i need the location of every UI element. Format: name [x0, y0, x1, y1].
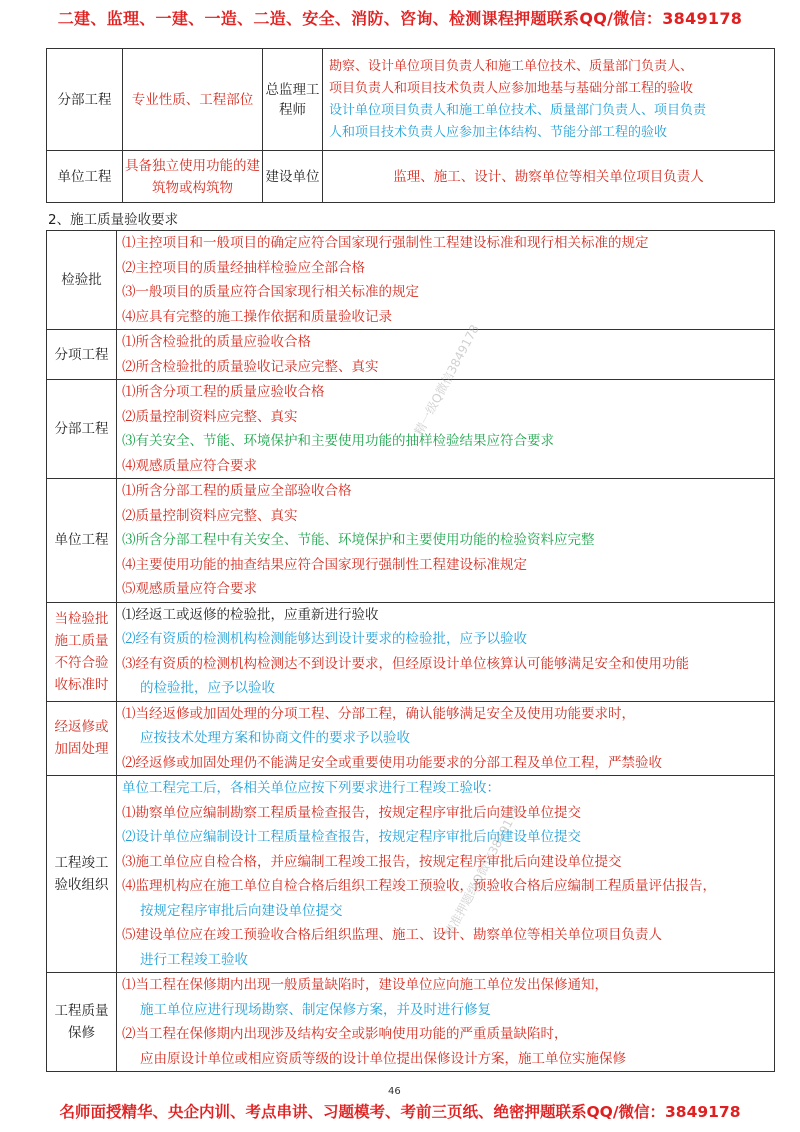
row-content [117, 973, 775, 1072]
row-content [117, 602, 775, 701]
row-label: 检验批 [47, 231, 117, 330]
header-banner: 二建、监理、一建、一造、二造、安全、消防、咨询、检测课程押题联系QQ/微信：3849178 [57, 9, 743, 28]
content-line: 应由原设计单位或相应资质等级的设计单位提出保修设计方案，施工单位实施保修 [140, 1050, 626, 1067]
page-number: 46 [388, 1086, 401, 1097]
organizer-cell: 建设单位 [263, 151, 323, 203]
row-label: 当检验批施工质量不符合验收标准时 [47, 602, 117, 701]
table-row [47, 49, 775, 151]
row-content [117, 231, 775, 330]
acceptance-organization-table [46, 48, 775, 203]
content-line: ⑴所含分项工程的质量应验收合格 [122, 384, 325, 400]
content-line: ⑵质量控制资料应完整、真实 [122, 507, 298, 524]
participants-cell [323, 49, 775, 151]
quality-acceptance-table [46, 230, 775, 1072]
row-content [117, 330, 775, 380]
content-line: 单位工程完工后，各相关单位应按下列要求进行工程竣工验收： [122, 780, 500, 796]
criteria-cell: 具备独立使用功能的建筑物或构筑物 [123, 151, 263, 203]
content-line: ⑴当工程在保修期内出现一般质量缺陷时，建设单位应向施工单位发出保修通知， [122, 977, 608, 993]
participants-line: 人和项目技术负责人应参加主体结构、节能分部工程的验收 [329, 124, 668, 140]
watermark-text: 精准押题级Q微信3849178 [441, 803, 524, 940]
participants-line: 勘察、设计单位项目负责人和施工单位技术、质量部门负责人、 [329, 58, 694, 74]
participants-line: 设计单位项目负责人和施工单位技术、质量部门负责人、项目负责 [329, 102, 707, 118]
participants-cell: 监理、施工、设计、勘察单位等相关单位项目负责人 [323, 151, 775, 203]
content-line: ⑵设计单位应编制设计工程质量检查报告，按规定程序审批后向建设单位提交 [122, 829, 581, 845]
content-line: ⑷监理机构应在施工单位自检合格后组织工程竣工预验收，预验收合格后应编制工程质量评估报告， [122, 878, 716, 894]
footer-banner: 名师面授精华、央企内训、考点串讲、习题模考、考前三页纸、绝密押题联系QQ/微信：3849178 [59, 1103, 741, 1121]
table-row [47, 973, 775, 1072]
content-line: ⑷观感质量应符合要求 [122, 457, 257, 474]
content-line: ⑵经有资质的检测机构检测能够达到设计要求的检验批，应予以验收 [122, 631, 527, 647]
content-line: ⑴主控项目和一般项目的确定应符合国家现行强制性工程建设标准和现行相关标准的规定 [122, 235, 649, 251]
table-row [47, 330, 775, 380]
section-title: 2、施工质量验收要求 [48, 212, 179, 228]
row-label: 经返修或加固处理 [47, 701, 117, 776]
content-line: ⑶有关安全、节能、环境保护和主要使用功能的抽样检验结果应符合要求 [122, 433, 554, 449]
content-line: ⑴所含检验批的质量应验收合格 [122, 334, 311, 350]
content-line: ⑵所含检验批的质量验收记录应完整、真实 [122, 358, 379, 375]
project-cell: 单位工程 [47, 151, 123, 203]
content-line: ⑷主要使用功能的抽查结果应符合国家现行强制性工程建设标准规定 [122, 556, 527, 573]
content-line: ⑵质量控制资料应完整、真实 [122, 408, 298, 425]
row-label: 工程质量保修 [47, 973, 117, 1072]
table-row [47, 380, 775, 479]
watermark-text: 精一级Q微信3849178 [411, 322, 482, 438]
table-row [47, 479, 775, 603]
content-line: ⑸建设单位应在竣工预验收合格后组织监理、施工、设计、勘察单位等相关单位项目负责人 [122, 927, 662, 943]
row-label: 工程竣工验收组织 [47, 776, 117, 973]
content-line: 进行工程竣工验收 [140, 951, 248, 968]
organizer-cell: 总监理工程师 [263, 49, 323, 151]
content-line: ⑴经返工或返修的检验批，应重新进行验收 [122, 606, 379, 623]
table-row [47, 231, 775, 330]
content-line: ⑵经返修或加固处理仍不能满足安全或重要使用功能要求的分部工程及单位工程，严禁验收 [122, 754, 662, 771]
content-line: ⑵主控项目的质量经抽样检验应全部合格 [122, 259, 365, 276]
criteria-cell: 专业性质、工程部位 [123, 49, 263, 151]
content-line: ⑶所含分部工程中有关安全、节能、环境保护和主要使用功能的检验资料应完整 [122, 532, 595, 548]
table-row [47, 701, 775, 776]
content-line: ⑴所含分部工程的质量应全部验收合格 [122, 483, 352, 499]
content-line: ⑷应具有完整的施工操作依据和质量验收记录 [122, 308, 392, 325]
row-content [117, 380, 775, 479]
content-line: ⑴当经返修或加固处理的分项工程、分部工程，确认能够满足安全及使用功能要求时， [122, 705, 635, 722]
content-line: ⑴勘察单位应编制勘察工程质量检查报告，按规定程序审批后向建设单位提交 [122, 804, 581, 821]
content-line: 按规定程序审批后向建设单位提交 [140, 902, 343, 919]
content-line: 施工单位应进行现场勘察、制定保修方案，并及时进行修复 [140, 1001, 491, 1018]
participants-line: 项目负责人和项目技术负责人应参加地基与基础分部工程的验收 [329, 80, 694, 96]
row-content [117, 776, 775, 973]
table-row [47, 602, 775, 701]
content-line: 应按技术处理方案和协商文件的要求予以验收 [140, 730, 410, 746]
project-cell: 分部工程 [47, 49, 123, 151]
row-label: 分项工程 [47, 330, 117, 380]
content-line: ⑶施工单位应自检合格，并应编制工程竣工报告，按规定程序审批后向建设单位提交 [122, 853, 622, 870]
row-label: 单位工程 [47, 479, 117, 603]
table-row [47, 776, 775, 973]
table-row [47, 151, 775, 203]
content-line: 的检验批，应予以验收 [140, 680, 275, 696]
content-line: ⑶一般项目的质量应符合国家现行相关标准的规定 [122, 284, 419, 300]
row-content [117, 701, 775, 776]
row-content [117, 479, 775, 603]
content-line: ⑶经有资质的检测机构检测达不到设计要求，但经原设计单位核算认可能够满足安全和使用功能 [122, 655, 689, 672]
row-label: 分部工程 [47, 380, 117, 479]
content-line: ⑵当工程在保修期内出现涉及结构安全或影响使用功能的严重质量缺陷时， [122, 1026, 568, 1042]
content-line: ⑸观感质量应符合要求 [122, 581, 257, 597]
